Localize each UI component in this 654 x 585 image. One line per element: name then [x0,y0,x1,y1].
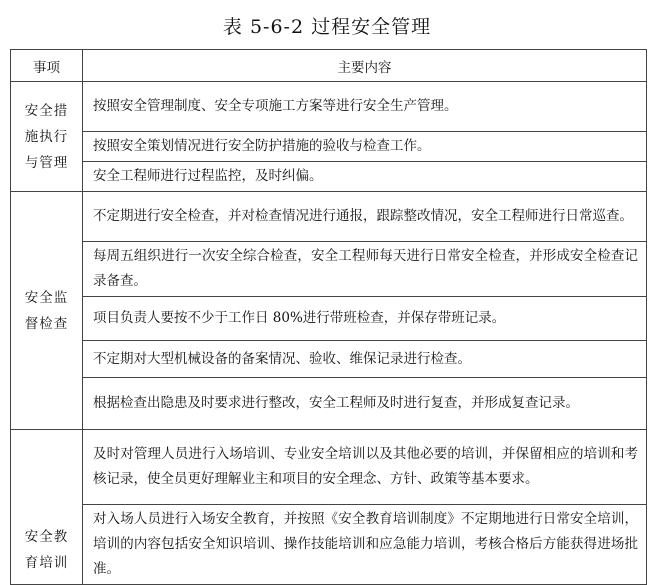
content-cell: 每周五组织进行一次安全综合检查，安全工程师每天进行日常安全检查，并形成安全检查记录备查。 [83,242,647,297]
process-safety-table [10,49,647,585]
table-row [11,297,647,341]
category-cell: 安全措施执行与管理 [11,82,83,192]
table-title: 表 5-6-2 过程安全管理 [222,16,432,38]
header-content: 主要内容 [83,50,647,82]
content-cell: 不定期进行安全检查，并对检查情况进行通报，跟踪整改情况，安全工程师进行日常巡查。 [83,192,647,242]
content-cell: 按照安全管理制度、安全专项施工方案等进行安全生产管理。 [83,82,647,132]
content-cell: 不定期对大型机械设备的备案情况、验收、维保记录进行检查。 [83,341,647,378]
category-cell: 安全监督检查 [11,192,83,430]
table-row [11,132,647,162]
content-cell: 安全工程师进行过程监控，及时纠偏。 [83,162,647,192]
table-row [11,82,647,132]
table-row [11,505,647,585]
content-cell: 项目负责人要按不少于工作日 80%进行带班检查，并保存带班记录。 [83,297,647,341]
header-row [11,50,647,82]
category-cell: 安全教育培训 [11,430,83,585]
table-row [11,242,647,297]
table-row [11,341,647,378]
content-cell: 对入场人员进行入场安全教育，并按照《安全教育培训制度》不定期地进行日常安全培训，培训的内容包括安全知识培训、操作技能培训和应急能力培训，考核合格后方能获得进场批准。 [83,505,647,585]
table-row [11,430,647,505]
content-cell: 按照安全策划情况进行安全防护措施的验收与检查工作。 [83,132,647,162]
table-row [11,162,647,192]
header-item: 事项 [11,50,83,82]
table-row [11,192,647,242]
table-row [11,378,647,430]
content-cell: 根据检查出隐患及时要求进行整改，安全工程师及时进行复查，并形成复查记录。 [83,378,647,430]
content-cell: 及时对管理人员进行入场培训、专业安全培训以及其他必要的培训，并保留相应的培训和考核记录，使全员更好理解业主和项目的安全理念、方针、政策等基本要求。 [83,430,647,505]
